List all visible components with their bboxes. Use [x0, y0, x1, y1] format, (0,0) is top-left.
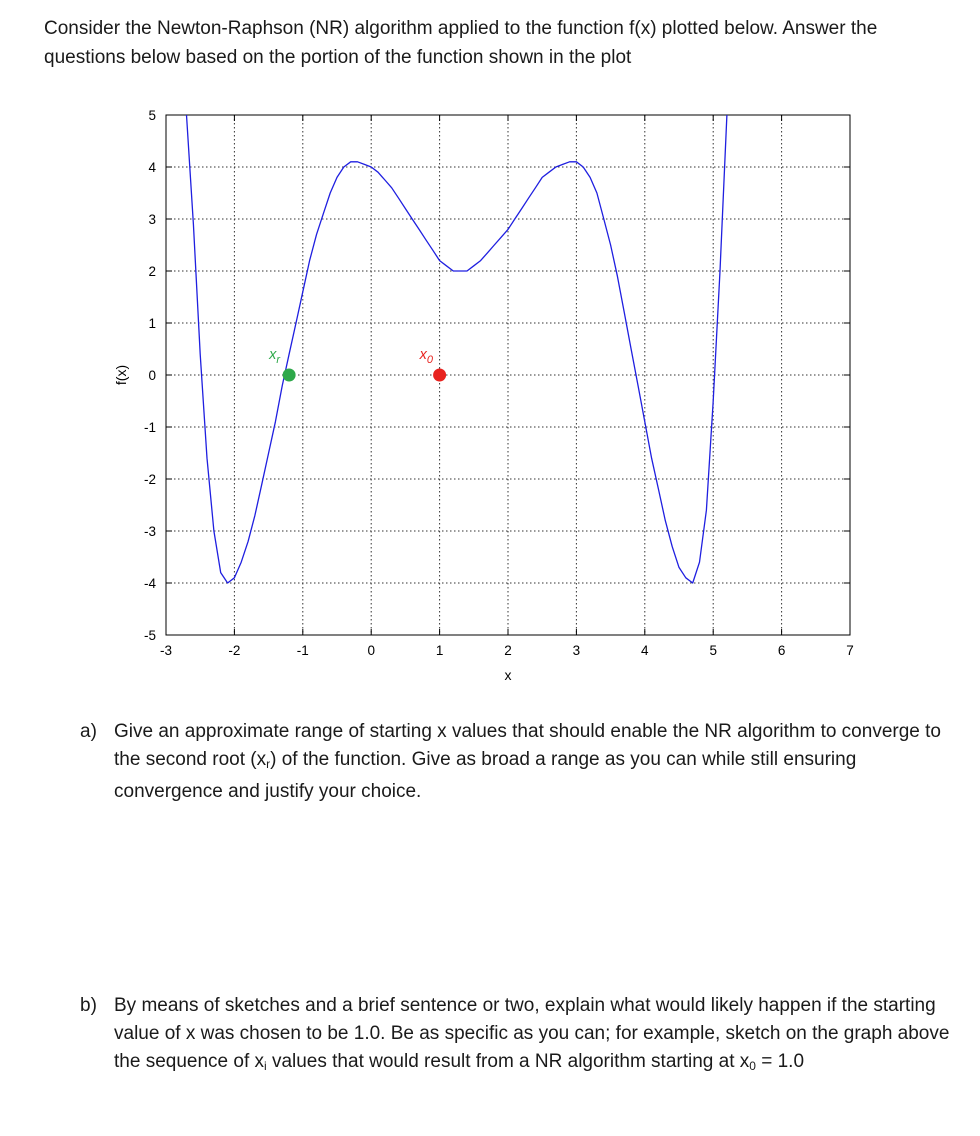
question-b-subscript-i: i	[264, 1059, 267, 1073]
point-label-subscript: r	[276, 354, 281, 366]
question-b-text	[114, 992, 954, 1080]
question-b-text-3: = 1.0	[755, 1051, 805, 1072]
intro-line-1: Consider the Newton-Raphson (NR) algorithm applied to the function f(x) plotted below. Answer the	[44, 18, 878, 39]
x-tick-label: -2	[228, 643, 241, 658]
point-label: $x_r$	[269, 347, 281, 366]
series-line	[187, 115, 727, 583]
x-axis-label: x	[504, 667, 512, 683]
question-b-text-1: By means of sketches and a brief sentence or two, explain what would likely happen if the starting value of x was chosen to be 1.0. Be as specific as you can; for example, sketch on the graph above the sequence of x	[114, 995, 950, 1072]
question-a-text	[114, 718, 954, 806]
plot-grid	[166, 115, 850, 635]
y-axis-label: f(x)	[113, 364, 129, 386]
y-tick-label: -2	[143, 472, 156, 487]
question-a-letter: a)	[80, 721, 97, 742]
x-tick-label: 7	[846, 643, 854, 658]
y-tick-label: 1	[148, 316, 156, 331]
plot-points	[268, 347, 446, 382]
question-b-text-2: values that would result from a NR algorithm starting at x	[266, 1051, 750, 1072]
y-tick-label: -1	[143, 420, 156, 435]
plot-curves	[187, 115, 727, 583]
y-tick-label: -5	[143, 628, 156, 643]
y-tick-label: 5	[148, 108, 156, 123]
y-tick-label: -4	[143, 576, 156, 591]
question-a-text-1: Give an approximate range of starting x values that should enable the NR algorithm to converge to the second root (x	[114, 721, 941, 770]
marked-point	[433, 369, 446, 382]
y-tick-label: 3	[148, 212, 156, 227]
x-tick-label: 0	[367, 643, 375, 658]
x-tick-label: 2	[504, 643, 512, 658]
plot-ticks	[144, 108, 854, 658]
x-tick-label: 5	[709, 643, 717, 658]
x-tick-label: 3	[572, 643, 581, 658]
x-tick-label: 6	[777, 643, 786, 658]
marked-point	[283, 369, 296, 382]
function-plot	[100, 100, 880, 700]
question-b-subscript-0: 0	[749, 1059, 756, 1073]
question-a-subscript: r	[266, 757, 271, 771]
x-tick-label: 4	[641, 643, 649, 658]
point-label: $x_0$	[419, 347, 433, 366]
x-tick-label: -1	[296, 643, 309, 658]
x-tick-label: 1	[435, 643, 444, 658]
question-b-letter: b)	[80, 995, 97, 1016]
y-tick-label: 0	[148, 368, 156, 383]
y-tick-label: 4	[148, 160, 156, 175]
y-tick-label: 2	[148, 264, 156, 279]
x-tick-label: -3	[159, 643, 173, 658]
y-tick-label: -3	[143, 524, 156, 539]
intro-paragraph	[44, 14, 944, 72]
intro-line-2: questions below based on the portion of the function shown in the plot	[44, 47, 632, 68]
question-a-text-2: ) of the function. Give as broad a range as you can while still ensuring convergence and justify your choice.	[114, 749, 857, 802]
point-label-subscript: 0	[426, 354, 433, 366]
